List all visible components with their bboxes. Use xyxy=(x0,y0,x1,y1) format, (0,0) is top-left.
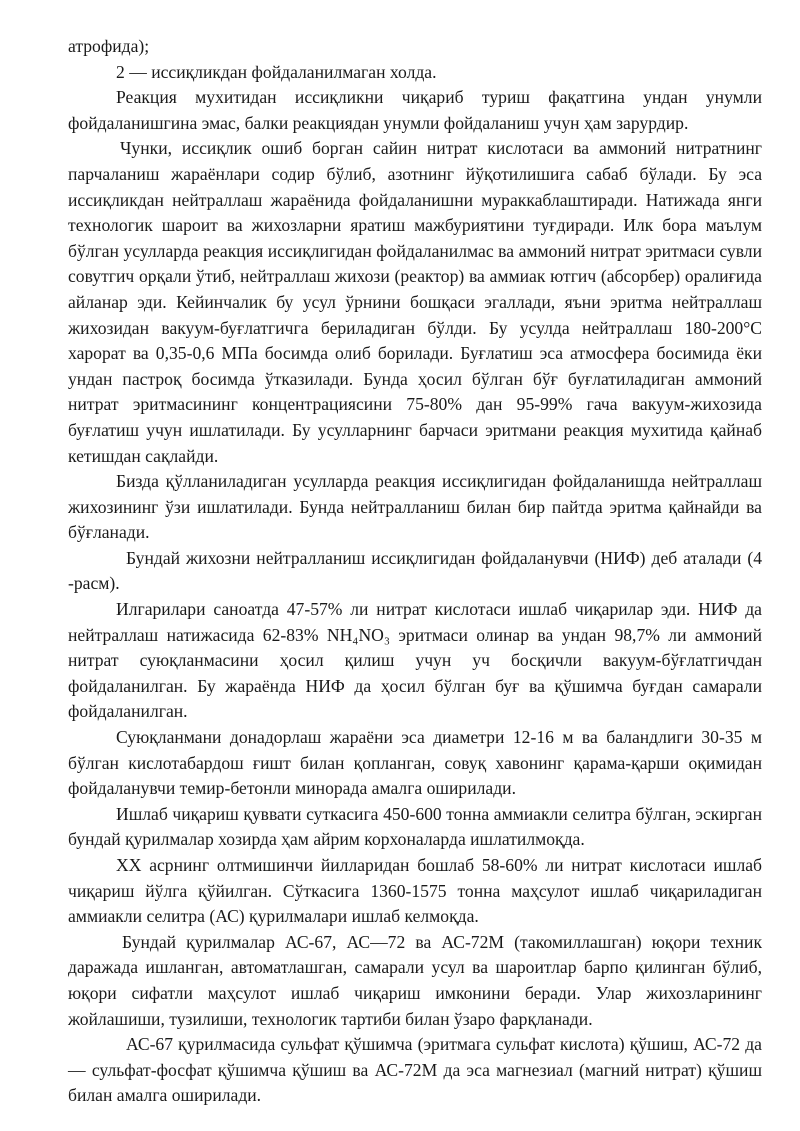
paragraph-list-item-2: 2 — иссиқликдан фойдаланилмаган холда. xyxy=(116,61,437,82)
paragraph-nif-apparatus: Бундай жихозни нейтралланиш иссиқлигидан фойдаланувчи (НИФ) деб аталади (4 -расм). xyxy=(68,547,762,594)
paragraph-granulation: Суюқланмани донадорлаш жараёни эса диаметри 12-16 м ва баландлиги 30-35 м бўлган кислотабардош ғишт билан қопланган, совуқ хавонинг қарама-қарши оқимидан фойдаланувчи темир-бетонли минорада амалга оширилади. xyxy=(68,727,762,799)
paragraph-additives: АС-67 қурилмасида сульфат қўшимча (эритмага сульфат кислота) қўшиш, АС-72 да — сульфат-фосфат қўшимча қўшиш ва АС-72М да эса магнезиал (магний нитрат) қўшиш билан амалга оширилади. xyxy=(68,1034,762,1106)
paragraph-our-methods: Бизда қўлланиладиган усулларда реакция иссиқлигидан фойдаланишда нейтраллаш жихозининг ўзи ишлатилади. Бунда нейтралланиш билан бир пайтда эритма қайнайди ва бўғланади. xyxy=(68,471,762,543)
paragraph-reaction-heat: Реакция мухитидан иссиқликни чиқариб туриш фақатгина ундан унумли фойдаланишгина эмас, балки реакциядан унумли фойдаланиш учун ҳам зарурдир. xyxy=(68,87,762,133)
paragraph-continuation: атрофида); xyxy=(68,36,150,56)
paragraph-sixties: XX асрнинг олтмишинчи йилларидан бошлаб 58-60% ли нитрат кислотаси ишлаб чиқариш йўлга қўйилган. Сўткасига 1360-1575 тонна маҳсулот ишлаб чиқариладиган аммиакли селитра (АС) қурилмалари ишлаб келмоқда. xyxy=(68,855,762,927)
document-page xyxy=(68,34,762,1109)
paragraph-units: Бундай қурилмалар АС-67, АС—72 ва АС-72М (такомиллашган) юқори техник даражада ишланган, автоматлашган, самарали усул ва шароитлар барпо қилинган бўлиб, юқори сифатли маҳсулот ишлаб чиқариш имконини беради. Улар жихозларининг жойлашиши, тузилиши, технологик тартиби билан ўзаро фарқланади. xyxy=(68,931,762,1029)
paragraph-previous-production: Илгарилари саноатда 47-57% ли нитрат кислотаси ишлаб чиқарилар эди. НИФ да нейтраллаш натижасида 62-83% NH₄NO₃ эритмаси олинар ва ундан 98,7% ли аммоний нитрат суюқланмасини ҳосил қилиш учун уч босқичли вакуум-бўғлатгичдан фойдаланилган. Бу жараёнда НИФ да ҳосил бўлган буғ ва қўшимча буғдан самарали фойдаланилган. xyxy=(68,599,762,722)
paragraph-decomposition: Чунки, иссиқлик ошиб борган сайин нитрат кислотаси ва аммоний нитратнинг парчаланиш жараёнлари содир бўлиб, азотнинг йўқотилишига сабаб бўлади. Бу эса иссиқликдан нейтраллаш жараёнида фойдаланишни мураккаблаштиради. Натижада янги технологик шароит ва жихозларни яратиш мажбуриятини туғдиради. Илк бора маълум бўлган усулларда реакция иссиқлигидан фойдаланилмас ва аммоний нитрат эритмаси сувли совутгич орқали ўтиб, нейтраллаш жихози (реактор) ва аммиак ютгич (абсорбер) оралиғида айланар эди. Кейинчалик бу усул ўрнини бошқаси эгаллади, яъни эритма нейтраллаш жихозидан вакуум-буғлатгичга бериладиган бўлди. Бу усулда нейтраллаш 180-200°С харорат ва 0,35-0,6 МПа босимда олиб борилади. Буғлатиш эса атмосфера босимида ёки ундан пастроқ босимда ўтказилади. Бунда ҳосил бўлган бўғ буғлатиладиган аммоний нитрат эритмасининг концентрациясини 75-80% дан 95-99% гача вакуум-жихозида буғлатиш учун ишлатилади. Бу усулларнинг барчаси эритмани реакция мухитида қайнаб кетишдан сақлайди. xyxy=(68,138,762,466)
paragraph-capacity: Ишлаб чиқариш қуввати суткасига 450-600 тонна аммиакли селитра бўлган, эскирган бундай қурилмалар хозирда ҳам айрим корхоналарда ишлатилмоқда. xyxy=(68,803,762,850)
